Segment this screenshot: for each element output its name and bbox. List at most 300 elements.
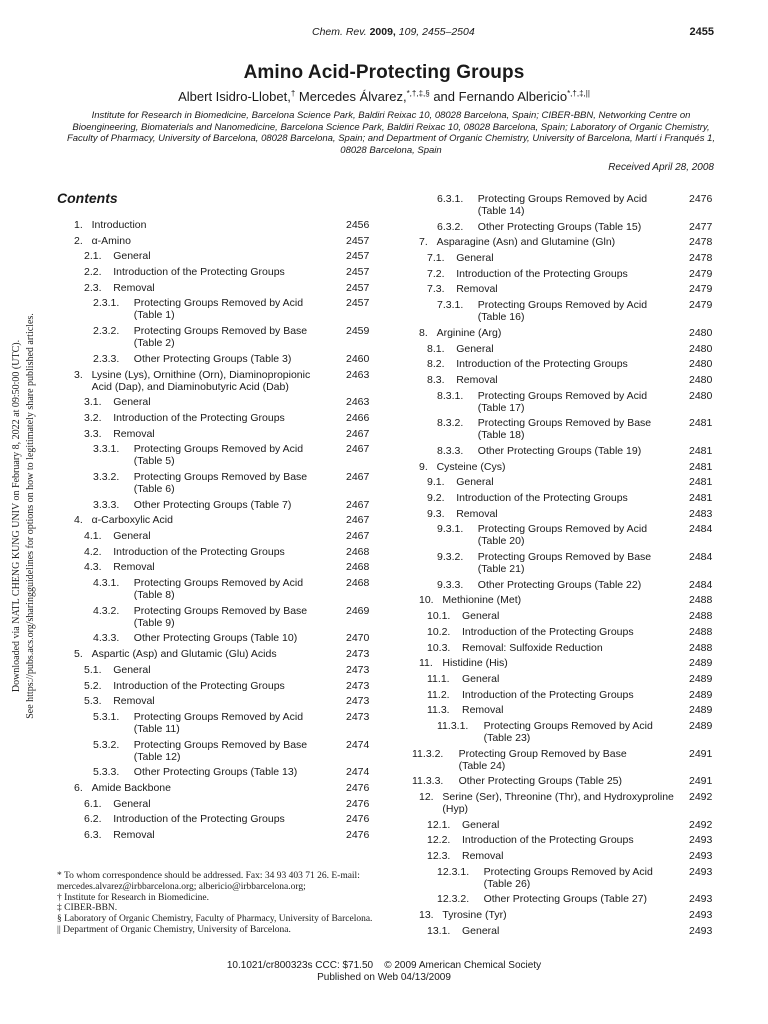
toc-entry-page: 2467 bbox=[346, 530, 370, 542]
toc-entry-page: 2493 bbox=[689, 909, 713, 922]
toc-entry-title-continued: (Table 16) bbox=[477, 311, 525, 324]
toc-entry-title-continued: (Table 18) bbox=[477, 429, 525, 442]
footnote-affiliation: || Department of Organic Chemistry, University of Barcelona. bbox=[57, 924, 291, 935]
toc-entry-page: 2489 bbox=[689, 672, 713, 685]
doi-and-copyright bbox=[0, 960, 768, 972]
toc-entry-title: Introduction of the Protecting Groups bbox=[456, 492, 628, 504]
toc-entry-page: 2473 bbox=[346, 648, 370, 661]
toc-entry-number: 6.2. bbox=[84, 813, 102, 826]
toc-entry-number: 12.3. bbox=[427, 850, 451, 863]
toc-entry-title: Protecting Groups Removed by Acid bbox=[477, 193, 648, 205]
toc-entry-page: 2484 bbox=[689, 551, 713, 564]
toc-entry-number: 9.1. bbox=[427, 476, 445, 489]
toc-entry-page: 2480 bbox=[689, 326, 713, 339]
toc-entry-number: 12. bbox=[419, 791, 434, 803]
toc-entry bbox=[0, 268, 768, 280]
toc-entry-page: 2493 bbox=[689, 924, 713, 937]
toc-entry-number: 2.1. bbox=[84, 250, 102, 263]
toc-entry-title: Methionine (Met) bbox=[442, 594, 522, 607]
toc-entry-title: Removal bbox=[456, 507, 498, 520]
toc-entry-number: 7.3. bbox=[427, 283, 445, 296]
toc-entry-number: 7.1. bbox=[427, 252, 445, 265]
toc-entry-page: 2474 bbox=[346, 738, 370, 751]
toc-entry-page: 2488 bbox=[689, 641, 713, 654]
toc-entry-title: General bbox=[113, 250, 151, 263]
toc-entry-number: 5.3.2. bbox=[93, 738, 120, 751]
toc-entry-number: 12.2. bbox=[427, 834, 451, 847]
toc-entry-title: Removal bbox=[113, 829, 155, 841]
toc-entry-number: 6.3. bbox=[84, 829, 102, 841]
toc-entry-page: 2468 bbox=[346, 545, 370, 558]
toc-entry-title: Removal bbox=[462, 704, 504, 717]
toc-entry-number: 7. bbox=[419, 236, 428, 249]
toc-entry-number: 3.3.2. bbox=[93, 470, 120, 483]
journal-pages: 2455–2504 bbox=[422, 26, 475, 38]
toc-entry bbox=[0, 417, 768, 441]
toc-entry-page: 2473 bbox=[346, 695, 370, 708]
toc-entry-title: Other Protecting Groups (Table 10) bbox=[133, 632, 298, 645]
toc-entry bbox=[0, 374, 768, 386]
toc-entry-title: Removal bbox=[113, 281, 155, 294]
author-affiliation-marks: *,†,‡,|| bbox=[567, 89, 590, 98]
journal-year: 2009, bbox=[369, 26, 396, 38]
toc-entry-title: Protecting Groups Removed by Acid bbox=[483, 865, 653, 878]
author-affiliation-marks: † bbox=[290, 89, 296, 98]
toc-entry bbox=[0, 523, 768, 547]
toc-entry-title-continued: (Table 14) bbox=[477, 205, 525, 217]
toc-entry bbox=[0, 492, 768, 504]
author-name: Albert Isidro-Llobet, bbox=[178, 89, 291, 104]
toc-entry-page: 2489 bbox=[689, 704, 713, 717]
footnote-affiliation: † Institute for Research in Biomedicine. bbox=[57, 892, 209, 903]
toc-entry-title: Protecting Groups Removed by Base bbox=[477, 417, 652, 430]
toc-entry-number: 11.3.3. bbox=[412, 775, 444, 788]
toc-entry-number: 5.2. bbox=[84, 679, 102, 692]
toc-entry-number: 9. bbox=[419, 460, 428, 473]
toc-entry-title: Protecting Groups Removed by Base bbox=[477, 551, 652, 564]
toc-entry-number: 13. bbox=[419, 909, 434, 922]
toc-entry-title: Protecting Groups Removed by Acid bbox=[133, 577, 304, 590]
toc-entry bbox=[0, 327, 768, 339]
toc-entry-page: 2476 bbox=[689, 193, 713, 205]
toc-entry-number: 9.3.2. bbox=[437, 551, 464, 564]
toc-entry-title: Introduction of the Protecting Groups bbox=[113, 813, 285, 826]
page-footer bbox=[0, 960, 768, 984]
journal-citation bbox=[312, 26, 475, 38]
toc-entry-title: Asparagine (Asn) and Glutamine (Gln) bbox=[436, 236, 616, 249]
author-conjunction: and bbox=[433, 89, 456, 104]
toc-entry-number: 4.3. bbox=[84, 561, 102, 574]
toc-entry-page: 2460 bbox=[346, 352, 370, 365]
toc-entry-page: 2481 bbox=[689, 444, 713, 457]
toc-entry-page: 2481 bbox=[689, 417, 713, 430]
toc-entry-title: Protecting Groups Removed by Base bbox=[133, 738, 308, 751]
toc-entry-title-continued: (Table 24) bbox=[458, 759, 506, 772]
toc-entry-title: General bbox=[462, 924, 500, 937]
toc-entry-number: 3.1. bbox=[84, 396, 102, 409]
toc-entry-number: 5. bbox=[74, 648, 83, 661]
toc-entry-number: 3.3. bbox=[84, 427, 102, 440]
toc-entry-number: 9.3.3. bbox=[437, 578, 464, 591]
toc-entry-title: α-Carboxylic Acid bbox=[91, 514, 173, 527]
toc-entry-title: General bbox=[462, 672, 500, 685]
toc-entry-title-continued: (Table 11) bbox=[133, 722, 180, 735]
page-number: 2455 bbox=[689, 26, 714, 38]
toc-entry-title: Protecting Groups Removed by Acid bbox=[477, 523, 648, 536]
toc-entry-page: 2478 bbox=[689, 252, 713, 265]
toc-entry-page: 2484 bbox=[689, 523, 713, 536]
contents-heading: Contents bbox=[57, 190, 118, 206]
toc-entry-title: Introduction of the Protecting Groups bbox=[462, 834, 634, 847]
toc-entry-title: Introduction of the Protecting Groups bbox=[462, 688, 634, 701]
toc-entry bbox=[0, 299, 768, 323]
toc-entry-page: 2481 bbox=[689, 492, 713, 504]
author-name: Fernando Albericio bbox=[458, 89, 568, 104]
toc-entry-page: 2463 bbox=[346, 368, 370, 381]
toc-entry-number: 5.3.1. bbox=[93, 710, 120, 723]
toc-entry-title: Arginine (Arg) bbox=[436, 326, 502, 339]
toc-entry-page: 2468 bbox=[346, 577, 370, 590]
footnotes bbox=[57, 871, 375, 936]
toc-entry-number: 13.1. bbox=[427, 924, 451, 937]
toc-entry-page: 2467 bbox=[346, 498, 370, 511]
toc-entry-title: Introduction of the Protecting Groups bbox=[113, 545, 285, 558]
toc-entry-page: 2474 bbox=[346, 766, 370, 779]
toc-entry-title: Removal bbox=[462, 850, 504, 863]
toc-entry-title: Lysine (Lys), Ornithine (Orn), Diaminopropionic bbox=[91, 368, 311, 381]
toc-entry-title: Other Protecting Groups (Table 25) bbox=[458, 775, 623, 788]
journal-name: Chem. Rev. bbox=[312, 26, 367, 38]
toc-entry bbox=[0, 834, 768, 846]
author-name: Mercedes Álvarez, bbox=[298, 89, 407, 104]
toc-entry bbox=[0, 343, 768, 355]
toc-entry-title-continued: (Table 23) bbox=[483, 731, 531, 744]
toc-entry-title: General bbox=[456, 342, 494, 355]
sharing-guidelines-notice: See https://pubs.acs.org/sharingguidelines for options on how to legitimately share published articles. bbox=[25, 313, 36, 719]
toc-entry-title: Aspartic (Asp) and Glutamic (Glu) Acids bbox=[91, 648, 277, 661]
toc-entry-page: 2467 bbox=[346, 470, 370, 483]
toc-entry-title: General bbox=[456, 252, 494, 265]
toc-entry-page: 2491 bbox=[689, 775, 713, 788]
author-affiliation-marks: *,†,‡,§ bbox=[406, 89, 430, 98]
toc-entry-title: Other Protecting Groups (Table 3) bbox=[133, 352, 292, 365]
footnote-correspondence: * To whom correspondence should be addressed. Fax: 34 93 403 71 26. E-mail: mercedes.alvarez@irbbarcelona.org; albericio@irbbarcelona.org; bbox=[57, 871, 360, 892]
toc-entry-title: Introduction of the Protecting Groups bbox=[462, 625, 634, 638]
toc-entry-page: 2480 bbox=[689, 342, 713, 355]
toc-entry-number: 9.3. bbox=[427, 507, 445, 520]
received-date: Received April 28, 2008 bbox=[608, 162, 714, 173]
toc-entry-number: 9.3.1. bbox=[437, 523, 464, 536]
toc-entry-number: 2.3.2. bbox=[93, 325, 120, 338]
toc-entry-number: 5.1. bbox=[84, 663, 102, 676]
toc-entry bbox=[0, 720, 768, 744]
toc-entry-number: 3.3.3. bbox=[93, 498, 120, 511]
toc-entry bbox=[0, 689, 768, 701]
toc-entry bbox=[0, 445, 768, 457]
toc-entry-page: 2488 bbox=[689, 625, 713, 638]
toc-entry-number: 1. bbox=[74, 219, 83, 231]
toc-entry-page: 2457 bbox=[346, 297, 370, 310]
toc-entry bbox=[0, 551, 768, 575]
toc-entry-page: 2484 bbox=[689, 578, 713, 591]
toc-entry-title: General bbox=[462, 610, 500, 623]
toc-entry-page: 2468 bbox=[346, 561, 370, 574]
toc-entry bbox=[0, 236, 768, 248]
toc-entry-number: 4. bbox=[74, 514, 83, 527]
toc-entry-title: Introduction of the Protecting Groups bbox=[113, 679, 285, 692]
toc-entry-title: Introduction bbox=[91, 219, 147, 231]
toc-entry bbox=[0, 390, 768, 414]
toc-entry-title: Removal: Sulfoxide Reduction bbox=[462, 641, 603, 654]
toc-entry-number: 10.1. bbox=[427, 610, 451, 623]
footnote-affiliation: § Laboratory of Organic Chemistry, Faculty of Pharmacy, University of Barcelona. bbox=[57, 914, 373, 925]
toc-entry-title-continued: (Table 1) bbox=[133, 309, 175, 322]
affiliations: Institute for Research in Biomedicine, Barcelona Science Park, Baldiri Reixac 10, 08028 Barcelona, Spain; CIBER-BBN, Networking Centre on Bioengineering, Biomaterials and Nanomedicine, Barcelona Science Park, Baldiri Reixac 10, 08028 Barcelona, Spain; Laboratory of Organic Chemistry, Faculty of Pharmacy, University of Barcelona, 08028 Barcelona, Spain; and Department of Organic Chemistry, University of Barcelona, Martí i Franqués 1, 08028 Barcelona, Spain bbox=[66, 110, 716, 156]
toc-entry-page: 2457 bbox=[346, 234, 370, 247]
doi: 10.1021/cr800323s CCC: $71.50 bbox=[226, 960, 374, 971]
toc-entry-number: 11.3.2. bbox=[412, 747, 444, 760]
toc-entry-number: 4.3.3. bbox=[93, 632, 120, 645]
article-title: Amino Acid-Protecting Groups bbox=[243, 62, 525, 83]
toc-entry-title: Removal bbox=[113, 561, 155, 574]
toc-entry-page: 2479 bbox=[689, 283, 713, 296]
toc-entry-number: 10. bbox=[419, 594, 434, 607]
toc-entry bbox=[0, 642, 768, 654]
toc-entry bbox=[0, 673, 768, 685]
toc-entry-title-continued: (Table 2) bbox=[133, 337, 175, 350]
toc-entry-title: General bbox=[113, 396, 151, 409]
toc-entry-number: 2.3.3. bbox=[93, 352, 120, 365]
toc-entry-page: 2483 bbox=[689, 507, 713, 520]
toc-entry-title: Cysteine (Cys) bbox=[436, 460, 506, 473]
toc-entry-number: 8.2. bbox=[427, 358, 445, 371]
toc-entry-page: 2493 bbox=[689, 893, 713, 906]
toc-entry-title-continued: (Table 17) bbox=[477, 401, 525, 414]
toc-entry-title: General bbox=[113, 797, 151, 810]
toc-entry-number: 11.3.1. bbox=[437, 719, 469, 732]
toc-entry-number: 11.3. bbox=[427, 704, 450, 717]
toc-entry-title: Histidine (His) bbox=[442, 657, 508, 670]
toc-entry-number: 10.2. bbox=[427, 625, 451, 638]
toc-entry-number: 12.1. bbox=[427, 818, 451, 831]
toc-entry-number: 6.1. bbox=[84, 797, 102, 810]
toc-entry bbox=[0, 358, 768, 370]
author-list bbox=[0, 89, 768, 104]
toc-entry-title: Other Protecting Groups (Table 19) bbox=[477, 444, 642, 457]
toc-entry-title: Amide Backbone bbox=[91, 781, 171, 794]
toc-entry-title-continued: (Table 21) bbox=[477, 563, 525, 576]
toc-entry-page: 2480 bbox=[689, 389, 713, 402]
toc-entry-page: 2467 bbox=[346, 443, 370, 456]
toc-entry-page: 2481 bbox=[689, 460, 713, 473]
toc-entry-page: 2488 bbox=[689, 594, 713, 607]
download-notice: Downloaded via NATL CHENG KUNG UNIV on February 8, 2022 at 09:50:00 (UTC). bbox=[11, 339, 22, 693]
toc-entry-title: Other Protecting Groups (Table 7) bbox=[133, 498, 292, 511]
toc-entry-number: 7.2. bbox=[427, 267, 445, 280]
toc-entry-number: 3.3.1. bbox=[93, 443, 120, 456]
toc-entry-number: 8.3.3. bbox=[437, 444, 464, 457]
toc-entry-page: 2459 bbox=[346, 325, 370, 338]
toc-entry-page: 2457 bbox=[346, 250, 370, 263]
toc-entry-number: 4.2. bbox=[84, 545, 102, 558]
toc-entry-number: 8.3.1. bbox=[437, 389, 464, 402]
footnote-affiliation: ‡ CIBER-BBN. bbox=[57, 903, 118, 914]
toc-entry-title: Removal bbox=[456, 283, 498, 296]
toc-entry bbox=[0, 579, 768, 591]
journal-volume: 109, bbox=[398, 26, 420, 38]
toc-entry-page: 2479 bbox=[689, 299, 713, 312]
toc-entry-title: Removal bbox=[113, 427, 155, 440]
toc-entry-number: 8.3. bbox=[427, 373, 445, 386]
toc-entry bbox=[0, 221, 768, 233]
toc-entry-page: 2470 bbox=[346, 632, 370, 645]
toc-entry-page: 2473 bbox=[346, 663, 370, 676]
toc-entry-title: Other Protecting Groups (Table 13) bbox=[133, 766, 298, 779]
toc-entry-page: 2478 bbox=[689, 236, 713, 249]
toc-entry-page: 2457 bbox=[346, 266, 370, 279]
toc-entry-title: Other Protecting Groups (Table 15) bbox=[477, 220, 642, 233]
toc-entry-title: Removal bbox=[456, 373, 498, 386]
toc-entry-title-continued: (Table 20) bbox=[477, 535, 525, 548]
toc-entry-title: Protecting Groups Removed by Acid bbox=[477, 389, 648, 402]
toc-entry-number: 2.3. bbox=[84, 281, 102, 294]
toc-entry-page: 2479 bbox=[689, 267, 713, 280]
toc-entry bbox=[0, 610, 768, 622]
toc-entry-page: 2492 bbox=[689, 818, 713, 831]
toc-entry-number: 12.3.1. bbox=[437, 865, 470, 878]
toc-entry-page: 2488 bbox=[689, 610, 713, 623]
toc-entry-title: Protecting Groups Removed by Acid bbox=[133, 297, 304, 310]
toc-entry-number: 8.3.2. bbox=[437, 417, 464, 430]
toc-entry bbox=[0, 775, 768, 787]
toc-entry-title: Serine (Ser), Threonine (Thr), and Hydroxyproline bbox=[442, 791, 674, 803]
toc-entry-title-continued: (Table 8) bbox=[133, 589, 175, 602]
toc-entry-title-continued: Acid (Dap), and Diaminobutyric Acid (Dab) bbox=[91, 380, 289, 393]
toc-entry-page: 2493 bbox=[689, 850, 713, 863]
toc-entry bbox=[0, 508, 768, 520]
toc-entry-title: Introduction of the Protecting Groups bbox=[456, 267, 628, 280]
toc-entry-title: Introduction of the Protecting Groups bbox=[113, 411, 285, 424]
toc-entry-title: Introduction of the Protecting Groups bbox=[456, 358, 628, 371]
toc-entry-page: 2489 bbox=[689, 657, 713, 670]
toc-entry-page: 2463 bbox=[346, 396, 370, 409]
toc-entry-page: 2480 bbox=[689, 358, 713, 371]
toc-entry-title-continued: (Hyp) bbox=[442, 803, 469, 815]
toc-entry-title: Protecting Groups Removed by Base bbox=[133, 325, 308, 338]
toc-entry-number: 8.1. bbox=[427, 342, 445, 355]
toc-entry-number: 4.3.2. bbox=[93, 604, 120, 617]
toc-entry-number: 2. bbox=[74, 234, 83, 247]
toc-entry bbox=[0, 283, 768, 295]
toc-entry-title: α-Amino bbox=[91, 234, 131, 247]
toc-entry-title: Other Protecting Groups (Table 27) bbox=[483, 893, 648, 906]
toc-entry-number: 5.3. bbox=[84, 695, 102, 708]
toc-entry-page: 2467 bbox=[346, 427, 370, 440]
toc-entry-page: 2476 bbox=[346, 781, 370, 794]
toc-entry-title: Protecting Groups Removed by Acid bbox=[477, 299, 648, 312]
toc-entry-title: General bbox=[113, 663, 151, 676]
copyright: © 2009 American Chemical Society bbox=[384, 960, 542, 971]
toc-entry-title: Removal bbox=[113, 695, 155, 708]
toc-entry bbox=[0, 461, 768, 473]
toc-entry-page: 2480 bbox=[689, 373, 713, 386]
toc-entry-title-continued: (Table 5) bbox=[133, 455, 175, 468]
toc-entry-number: 6. bbox=[74, 781, 83, 794]
toc-entry-number: 8. bbox=[419, 326, 428, 339]
publication-date: Published on Web 04/13/2009 bbox=[317, 972, 451, 983]
toc-entry-title: Protecting Groups Removed by Base bbox=[133, 470, 308, 483]
toc-entry-title: Protecting Groups Removed by Base bbox=[133, 604, 308, 617]
toc-entry-page: 2493 bbox=[689, 834, 713, 847]
toc-entry-number: 11. bbox=[419, 657, 433, 670]
toc-entry-page: 2491 bbox=[689, 747, 713, 760]
toc-entry bbox=[0, 657, 768, 669]
toc-entry-title: Protecting Groups Removed by Acid bbox=[133, 443, 304, 456]
toc-entry bbox=[0, 252, 768, 264]
toc-entry-title: General bbox=[456, 476, 494, 489]
toc-entry-title-continued: (Table 9) bbox=[133, 616, 175, 629]
toc-entry-number: 6.3.2. bbox=[437, 220, 464, 233]
toc-entry-title-continued: (Table 12) bbox=[133, 750, 181, 763]
toc-entry-number: 4.1. bbox=[84, 530, 102, 542]
toc-entry-number: 10.3. bbox=[427, 641, 451, 654]
toc-entry-title-continued: (Table 26) bbox=[483, 877, 531, 890]
toc-entry-page: 2481 bbox=[689, 476, 713, 489]
toc-entry-title: Tyrosine (Tyr) bbox=[442, 909, 507, 922]
toc-entry bbox=[0, 704, 768, 716]
toc-entry-number: 3. bbox=[74, 368, 83, 381]
toc-entry-number: 11.2. bbox=[427, 688, 450, 701]
toc-entry-number: 5.3.3. bbox=[93, 766, 120, 779]
toc-entry-page: 2492 bbox=[689, 791, 713, 803]
toc-entry-page: 2457 bbox=[346, 281, 370, 294]
toc-entry-number: 12.3.2. bbox=[437, 893, 470, 906]
toc-entry-page: 2493 bbox=[689, 865, 713, 878]
toc-entry-page: 2476 bbox=[346, 829, 370, 841]
toc-entry-title: Other Protecting Groups (Table 22) bbox=[477, 578, 642, 591]
toc-entry-title: Protecting Groups Removed by Acid bbox=[133, 710, 304, 723]
toc-entry bbox=[0, 748, 768, 772]
toc-entry-page: 2456 bbox=[346, 219, 370, 231]
toc-entry bbox=[0, 476, 768, 488]
toc-entry bbox=[0, 791, 768, 815]
toc-entry-page: 2469 bbox=[346, 604, 370, 617]
toc-entry-number: 11.1. bbox=[427, 672, 450, 685]
toc-entry-number: 2.2. bbox=[84, 266, 102, 279]
toc-entry-page: 2489 bbox=[689, 719, 713, 732]
toc-entry-page: 2473 bbox=[346, 710, 370, 723]
toc-entry-title: Protecting Group Removed by Base bbox=[458, 747, 627, 760]
toc-entry-title: Introduction of the Protecting Groups bbox=[113, 266, 285, 279]
toc-entry bbox=[0, 193, 768, 217]
toc-entry-page: 2473 bbox=[346, 679, 370, 692]
toc-entry bbox=[0, 850, 768, 862]
toc-entry bbox=[0, 819, 768, 831]
toc-entry-page: 2489 bbox=[689, 688, 713, 701]
toc-entry-title: General bbox=[113, 530, 151, 542]
toc-entry-number: 3.2. bbox=[84, 411, 102, 424]
toc-entry-number: 4.3.1. bbox=[93, 577, 120, 590]
toc-entry-page: 2477 bbox=[689, 220, 713, 233]
toc-entry-page: 2476 bbox=[346, 813, 370, 826]
toc-right-column bbox=[0, 193, 768, 941]
toc-entry-title-continued: (Table 6) bbox=[133, 482, 175, 495]
toc-entry-title: General bbox=[462, 818, 500, 831]
toc-entry-page: 2467 bbox=[346, 514, 370, 527]
toc-entry-title: Protecting Groups Removed by Acid bbox=[483, 719, 653, 732]
toc-entry-number: 7.3.1. bbox=[437, 299, 464, 312]
toc-entry-page: 2476 bbox=[346, 797, 370, 810]
